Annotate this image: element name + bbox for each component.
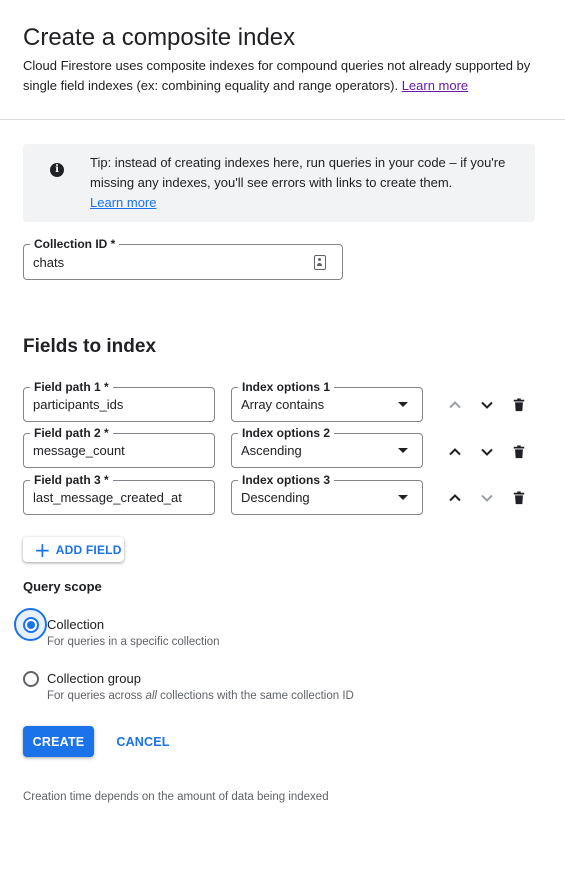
chevron-up-icon <box>447 397 463 413</box>
field-path-1-label: Field path 1 * <box>30 379 113 395</box>
radio-collection-group-description <box>47 690 354 702</box>
learn-more-link[interactable]: Learn more <box>401 78 469 93</box>
radio-collection-label: Collection <box>47 617 105 632</box>
index-options-3-value: Descending <box>241 490 310 505</box>
trash-icon <box>512 490 526 506</box>
chevron-up-icon <box>447 444 463 460</box>
index-options-1-label: Index options 1 <box>238 379 334 395</box>
field-path-2-label: Field path 2 * <box>30 425 113 441</box>
field-path-3-value: last_message_created_at <box>33 490 182 505</box>
chevron-down-icon <box>479 444 495 460</box>
index-options-3-label: Index options 3 <box>238 472 334 488</box>
radio-collection-group-label: Collection group <box>47 671 141 686</box>
move-down-1-button[interactable] <box>478 396 496 414</box>
move-down-2-button[interactable] <box>478 443 496 461</box>
index-options-2-label: Index options 2 <box>238 425 334 441</box>
header-divider <box>0 119 565 120</box>
description-suffix: collections with the same collection ID <box>156 690 354 702</box>
add-field-button[interactable] <box>23 537 124 562</box>
field-path-3-input[interactable] <box>23 473 215 515</box>
description-prefix: For queries across <box>47 690 146 702</box>
delete-field-3-button[interactable] <box>510 489 528 507</box>
index-options-1-select[interactable] <box>231 380 423 422</box>
radio-collection-group[interactable] <box>23 671 39 687</box>
plus-icon: + <box>34 537 51 562</box>
tip-learn-more-link[interactable]: Learn more <box>90 195 157 210</box>
move-up-2-button[interactable] <box>446 443 464 461</box>
radio-collection-description: For queries in a specific collection <box>47 636 220 648</box>
collection-id-field[interactable] <box>23 237 343 280</box>
trash-icon <box>512 444 526 460</box>
cancel-button[interactable]: CANCEL <box>116 734 170 749</box>
index-options-1-value: Array contains <box>241 397 325 412</box>
description-emphasis: all <box>145 690 157 702</box>
tip-text-block <box>90 153 520 213</box>
info-icon: i <box>50 163 64 177</box>
field-path-1-value: participants_ids <box>33 397 124 412</box>
creation-time-note: Creation time depends on the amount of data being indexed <box>23 791 329 803</box>
collection-id-value: chats <box>33 254 65 270</box>
add-field-label: ADD FIELD <box>55 542 122 557</box>
dropdown-caret-icon <box>398 402 408 407</box>
page-title: Create a composite index <box>23 24 296 51</box>
move-down-3-button[interactable] <box>478 489 496 507</box>
index-options-2-select[interactable] <box>231 426 423 468</box>
chevron-down-icon <box>479 397 495 413</box>
tip-banner <box>23 144 535 222</box>
description-text: Cloud Firestore uses composite indexes for compound queries not already supported by single field indexes (ex: combining equality and range operators). <box>23 58 531 93</box>
contact-card-icon[interactable] <box>314 255 326 270</box>
page-description <box>23 56 548 96</box>
delete-field-1-button[interactable] <box>510 396 528 414</box>
collection-id-label: Collection ID * <box>30 236 119 252</box>
index-options-2-value: Ascending <box>241 443 302 458</box>
dropdown-caret-icon <box>398 495 408 500</box>
field-path-3-label: Field path 3 * <box>30 472 113 488</box>
trash-icon <box>512 397 526 413</box>
field-path-2-input[interactable] <box>23 426 215 468</box>
move-up-1-button[interactable] <box>446 396 464 414</box>
fields-section-title: Fields to index <box>23 336 157 357</box>
radio-collection[interactable] <box>23 617 39 633</box>
chevron-up-icon <box>447 490 463 506</box>
tip-text: Tip: instead of creating indexes here, run queries in your code – if you're missing any indexes, you'll see errors with links to create them. <box>90 155 506 190</box>
field-path-2-value: message_count <box>33 443 125 458</box>
index-options-3-select[interactable] <box>231 473 423 515</box>
dropdown-caret-icon <box>398 448 408 453</box>
field-path-1-input[interactable] <box>23 380 215 422</box>
chevron-down-icon <box>479 490 495 506</box>
create-button[interactable]: CREATE <box>23 726 94 757</box>
delete-field-2-button[interactable] <box>510 443 528 461</box>
query-scope-title: Query scope <box>23 579 102 594</box>
move-up-3-button[interactable] <box>446 489 464 507</box>
